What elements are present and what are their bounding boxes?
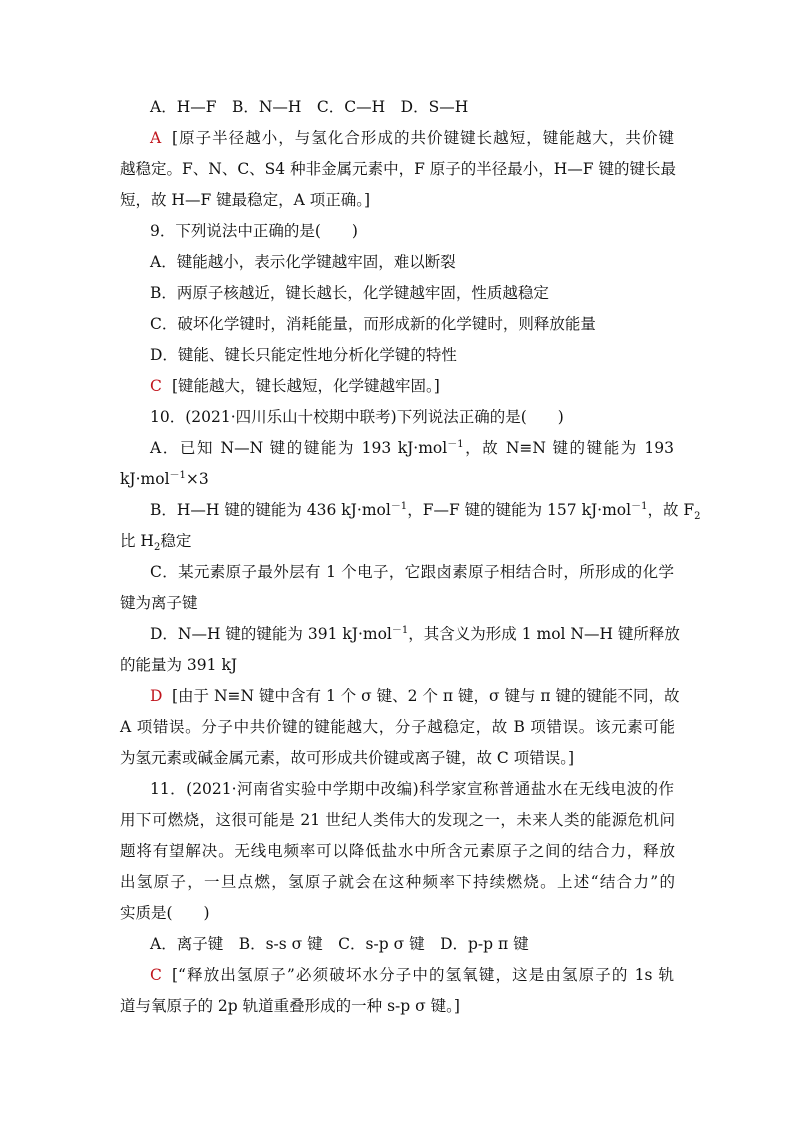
q8-explanation-line-2: 越稳定。F、N、C、S4 种非金属元素中，F 原子的半径最小，H—F 键的键长最 [120,160,676,178]
q9-option-a: A．键能越小，表示化学键越牢固，难以断裂 [150,253,456,271]
q10-option-a-line-2: kJ·mol$^{-1}$×3 [120,469,209,488]
q11-explanation-line-1: C [“释放出氢原子”必须破坏水分子中的氢氧键，这是由氢原子的 1s 轨 [150,966,674,984]
q10-option-d-line-1: D．N—H 键的键能为 391 kJ·mol$^{-1}$，其含义为形成 1 mol N—H 键所释放 [150,624,680,643]
q8-answer: A [150,129,162,147]
q8-explanation-line-3: 短，故 H—F 键最稳定，A 项正确。] [120,191,371,209]
q9-explanation: C [键能越大，键长越短，化学键越牢固。] [150,377,440,395]
q8-explanation-line-1: A [原子半径越小，与氢化合形成的共价键键长越短，键能越大，共价键 [150,129,674,147]
q9-stem: 9．下列说法中正确的是( ) [150,222,358,240]
q9-answer: C [150,377,162,395]
q11-explanation-line-2: 道与氧原子的 2p 轨道重叠形成的一种 s-p σ 键。] [120,997,460,1015]
q9-option-d: D．键能、键长只能定性地分析化学键的特性 [150,346,457,364]
q10-option-a-line-1: A．已知 N—N 键的键能为 193 kJ·mol$^{-1}$，故 N≡N 键的键能为 193 [150,438,674,457]
q11-options: A．离子键 B．s-s σ 键 C．s-p σ 键 D．p-p π 键 [150,935,529,953]
q9-option-c: C．破坏化学键时，消耗能量，而形成新的化学键时，则释放能量 [150,315,596,333]
q11-stem-line-2: 用下可燃烧，这很可能是 21 世纪人类伟大的发现之一，未来人类的能源危机问 [120,811,675,829]
q10-explanation-line-2: A 项错误。分子中共价键的键能越大，分子越稳定，故 B 项错误。该元素可能 [120,718,675,736]
q11-stem-line-3: 题将有望解决。无线电频率可以降低盐水中所含元素原子之间的结合力，释放 [120,842,675,860]
q11-stem-line-5: 实质是( ) [120,904,210,922]
q10-option-b-line-2: 比 $H_2$稳定 [120,532,192,554]
q8-options: A．H—F B．N—H C．C—H D．S—H [150,98,469,116]
q10-option-c-line-1: C．某元素原子最外层有 1 个电子，它跟卤素原子相结合时，所形成的化学 [150,563,674,581]
q9-option-b: B．两原子核越近，键长越长，化学键越牢固，性质越稳定 [150,284,549,302]
q11-answer: C [150,966,162,984]
q10-stem: 10．(2021·四川乐山十校期中联考)下列说法正确的是( ) [150,408,564,426]
q10-answer: D [150,687,163,705]
q10-explanation-line-3: 为氢元素或碱金属元素，故可形成共价键或离子键，故 C 项错误。] [120,749,575,767]
q11-stem-line-4: 出氢原子，一旦点燃，氢原子就会在这种频率下持续燃烧。上述“结合力”的 [120,873,675,891]
q10-option-b-line-1: B．H—H 键的键能为 436 kJ·mol$^{-1}$，F—F 键的键能为 157 kJ·mol$^{-1}$，故 $F_2$ [150,500,701,523]
q10-option-c-line-2: 键为离子键 [120,594,198,612]
q10-option-d-line-2: 的能量为 391 kJ [120,656,238,674]
q10-explanation-line-1: D [由于 N≡N 键中含有 1 个 σ 键、2 个 π 键，σ 键与 π 键的键能不同，故 [150,687,680,705]
q11-stem-line-1: 11．(2021·河南省实验中学期中改编)科学家宣称普通盐水在无线电波的作 [150,780,674,798]
